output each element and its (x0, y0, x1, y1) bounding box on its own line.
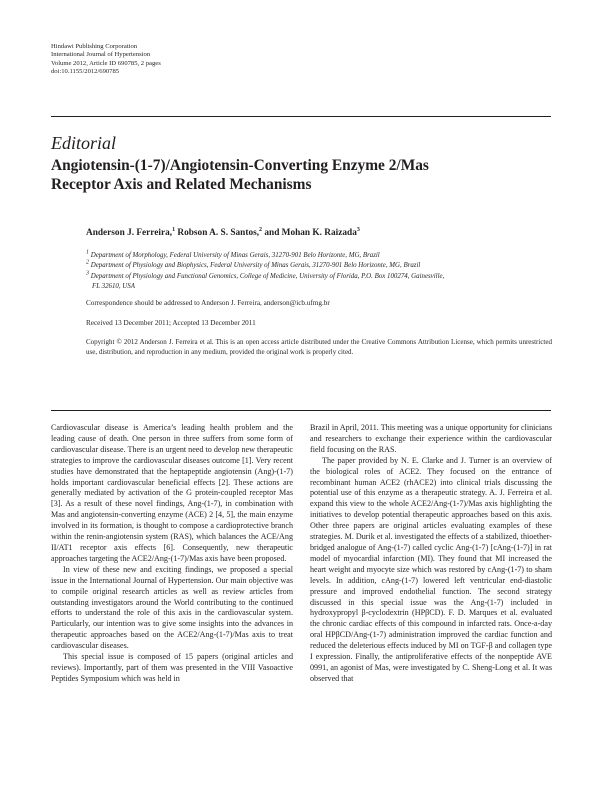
paper-title (51, 156, 551, 194)
title-line: Angiotensin-(1-7)/Angiotensin-Converting Enzyme 2/Mas (51, 157, 429, 174)
bottom-divider (51, 410, 551, 411)
received-accepted-dates: Received 13 December 2011; Accepted 13 December 2011 (86, 319, 256, 327)
body-paragraph: Cardiovascular disease is America’s leading health problem and the leading cause of death. One person in three suffers from some form of cardiovascular disease. There is an urgent need to develop new therapeutic strategies to improve the cardiovascular diseases outcome [1]. Very recent studies have demonstrated that the heptapeptide angiotensin (Ang)-(1-7) holds important cardiovascular beneficial effects [2]. These actions are generally mediated by activation of the G protein-coupled receptor Mas [3]. As a result of these novel findings, Ang-(1-7), in combination with Mas and angiotensin-converting enzyme (ACE) 2 [4, 5], the main enzyme involved in its formation, is thought to compose a cardioprotective branch within the renin-angiotensin system (RAS), which balances the ACE/Ang II/AT1 receptor axis effects [6]. Consequently, new therapeutic approaches targeting the ACE2/Ang-(1-7)/Mas axis have been proposed. (51, 423, 293, 563)
journal-line: International Journal of Hypertension (51, 51, 151, 59)
body-column-left (51, 423, 293, 685)
doi-line: doi:10.1155/2012/690785 (51, 68, 120, 76)
body-paragraph: In view of these new and exciting findings, we proposed a special issue in the International Journal of Hypertension. Our main objective was to compile original research articles as well as review articles from outstanding investigators around the World contributing to the continued efforts to understand the role of this axis in the cardiovascular system. Particularly, our intention was to give some insights into the advances in therapeutic approaches based on the ACE2/Ang-(1-7)/Mas axis to treat cardiovascular diseases. (51, 564, 293, 651)
author-name: and Mohan K. Raizada (262, 228, 357, 238)
volume-line: Volume 2012, Article ID 690785, 2 pages (51, 59, 161, 67)
affiliation-number: 3 (86, 270, 89, 277)
section-label: Editorial (51, 133, 117, 153)
body-paragraph: The paper provided by N. E. Clarke and J. Turner is an overview of the biological roles of ACE2. They focused on the entrance of recombinant human ACE2 (rhACE2) into clinical trials discussing the potential use of this enzyme as a therapeutic strategy. A. J. Ferreira et al. expand this view to the whole ACE2/Ang-(1-7)/Mas axis highlighting the initiatives to develop potential therapeutic approaches based on this axis. Other three papers are original articles evaluating examples of these strategies. M. Durik et al. investigated the effects of a stabilized, thioether-bridged analogue of Ang-(1-7) called cyclic Ang-(1-7) [cAng-(1-7)] in rat model of myocardial infarction (MI). They found that MI increased the heart weight and myocyte size which was restored by cAng-(1-7) to sham levels. In addition, cAng-(1-7) lowered left ventricular end-diastolic pressure and improved endothelial function. The second strategy discussed in this special issue was the Ang-(1-7) included in hydroxypropyl β-cyclodextrin (HPβCD). F. D. Marques et al. evaluated the chronic cardiac effects of this compound in infarcted rats. Once-a-day oral HPβCD/Ang-(1-7) administration improved the cardiac function and reduced the deleterious effects induced by MI on TGF-β and collagen type I expression. Finally, the antiproliferative effects of the nonpeptide AVE 0991, an agonist of Mas, were investigated by C. Sheng-Long et al. It was observed that (310, 455, 552, 683)
affiliation-number: 2 (86, 260, 89, 267)
affiliations (86, 251, 552, 293)
affiliation-number: 1 (86, 249, 89, 256)
affiliation-marker: 2 (259, 226, 263, 233)
body-paragraph: Brazil in April, 2011. This meeting was a unique opportunity for clinicians and researchers to exchange their experience within the cardiovascular field focusing on the RAS. (310, 423, 552, 454)
title-line: Receptor Axis and Related Mechanisms (51, 176, 312, 193)
affiliation-text: Department of Physiology and Biophysics, Federal University of Minas Gerais, 31270-901 Belo Horizonte, MG, Brazil (90, 262, 421, 270)
publisher-line: Hindawi Publishing Corporation (51, 43, 138, 50)
affiliation (86, 251, 552, 261)
affiliation (86, 272, 552, 282)
author-name: Robson A. S. Santos, (175, 228, 260, 238)
body-column-right (310, 423, 552, 685)
top-divider (51, 116, 551, 117)
affiliation (86, 261, 552, 271)
author-name: Anderson J. Ferreira, (86, 228, 173, 238)
correspondence-note: Correspondence should be addressed to Anderson J. Ferreira, anderson@icb.ufmg.br (86, 299, 330, 307)
body-paragraph: This special issue is composed of 15 papers (original articles and reviews). Importantly, part of them was presented in the VIII Vasoactive Peptides Symposium which was held in (51, 652, 293, 683)
affiliation-marker: 3 (356, 226, 360, 233)
author-list (86, 228, 552, 238)
journal-header (51, 43, 161, 77)
affiliation-continuation: FL 32610, USA (92, 283, 135, 291)
affiliation-text: Department of Physiology and Functional Genomics, College of Medicine, University of Florida, P.O. Box 100274, Gainesville, (90, 272, 445, 280)
affiliation-marker: 1 (172, 226, 176, 233)
affiliation-text: Department of Morphology, Federal University of Minas Gerais, 31270-901 Belo Horizonte, MG, Brazil (90, 252, 380, 259)
copyright-notice: Copyright © 2012 Anderson J. Ferreira et al. This is an open access article distributed under the Creative Commons Attribution License, which permits unrestricted use, distribution, and reproduction in any medium, provided the original work is properly cited. (86, 338, 552, 357)
